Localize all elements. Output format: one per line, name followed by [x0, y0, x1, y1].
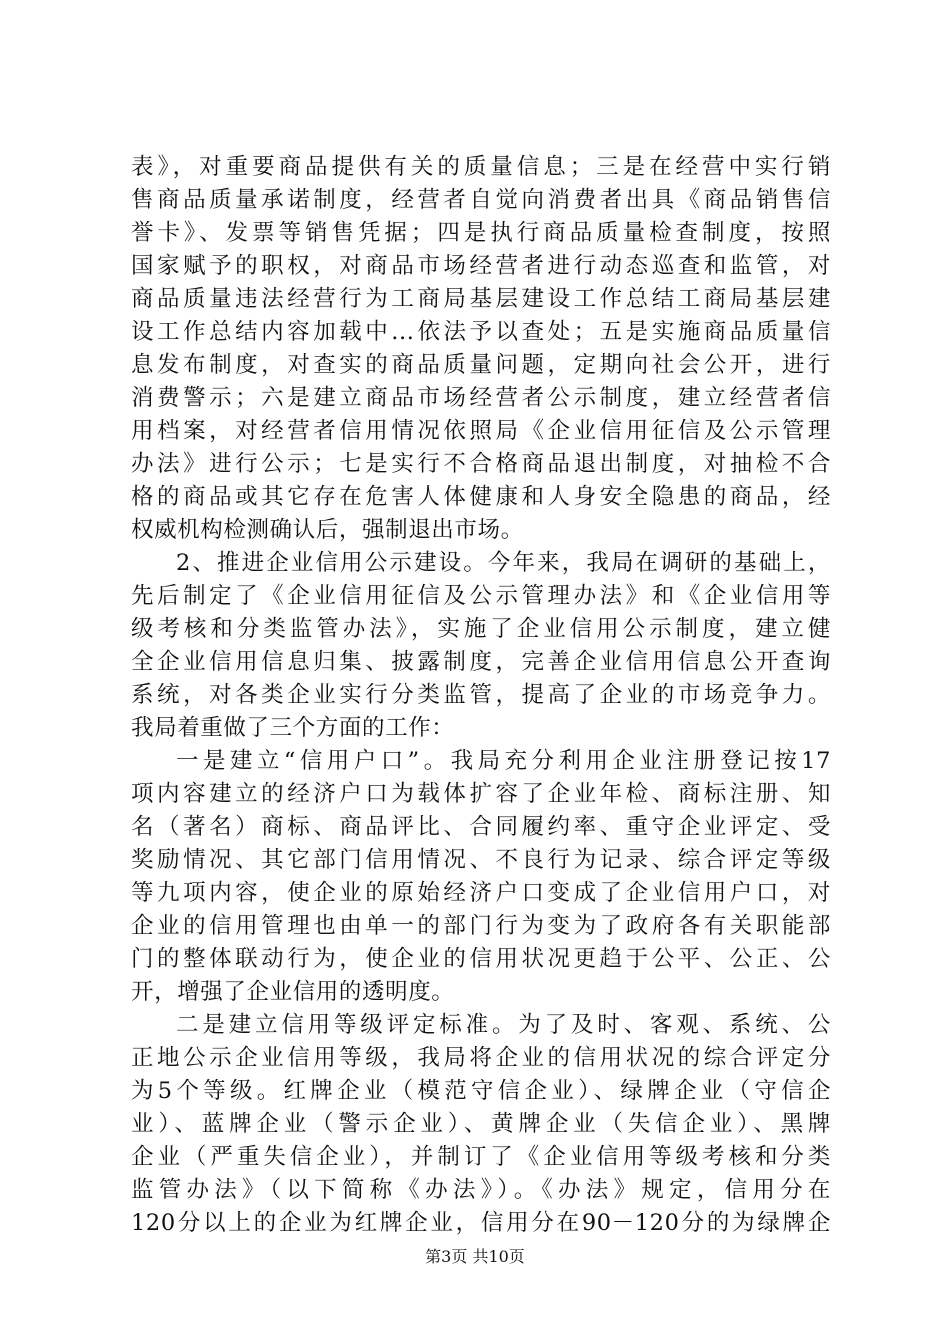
- text-line: 办法》进行公示；七是实行不合格商品退出制度，对抽检不合: [131, 451, 831, 477]
- text-line: 设工作总结内容加载中...依法予以查处；五是实施商品质量信: [131, 319, 831, 345]
- page-footer: [0, 1247, 950, 1267]
- text-line: 我局着重做了三个方面的工作：: [131, 715, 455, 741]
- text-line: 誉卡》、发票等销售凭据；四是执行商品质量检查制度，按照: [131, 220, 831, 246]
- text-line: 用档案，对经营者信用情况依照局《企业信用征信及公示管理: [131, 418, 831, 444]
- text-line: 门的整体联动行为，使企业的信用状况更趋于公平、公正、公: [131, 946, 831, 972]
- text-line: 权威机构检测确认后，强制退出市场。: [131, 517, 524, 543]
- text-line: 奖励情况、其它部门信用情况、不良行为记录、综合评定等级: [131, 847, 831, 873]
- text-line: 正地公示企业信用等级，我局将企业的信用状况的综合评定分: [131, 1045, 831, 1071]
- page-number-label: 第3页 共10页: [425, 1247, 525, 1266]
- text-line: 系统，对各类企业实行分类监管，提高了企业的市场竞争力。: [131, 682, 831, 708]
- text-line: 全企业信用信息归集、披露制度，完善企业信用信息公开查询: [131, 649, 831, 675]
- text-line: 企业的信用管理也由单一的部门行为变为了政府各有关职能部: [131, 913, 831, 939]
- text-line: 企业（严重失信企业），并制订了《企业信用等级考核和分类: [131, 1144, 831, 1170]
- text-line: 开，增强了企业信用的透明度。: [131, 979, 455, 1005]
- text-line: 级考核和分类监管办法》，实施了企业信用公示制度，建立健: [131, 616, 831, 642]
- text-line: 一是建立“信用户口”。我局充分利用企业注册登记按17: [176, 748, 831, 774]
- text-line: 消费警示；六是建立商品市场经营者公示制度，建立经营者信: [131, 385, 831, 411]
- text-line: 国家赋予的职权，对商品市场经营者进行动态巡查和监管，对: [131, 253, 831, 279]
- text-line: 息发布制度，对查实的商品质量问题，定期向社会公开，进行: [131, 352, 831, 378]
- text-line: 业）、蓝牌企业（警示企业）、黄牌企业（失信企业）、黑牌: [131, 1111, 831, 1137]
- document-body: [131, 151, 831, 1240]
- text-line: 2、推进企业信用公示建设。今年来，我局在调研的基础上，: [176, 550, 831, 576]
- text-line: 名（著名）商标、商品评比、合同履约率、重守企业评定、受: [131, 814, 831, 840]
- text-line: 等九项内容，使企业的原始经济户口变成了企业信用户口，对: [131, 880, 831, 906]
- text-line: 商品质量违法经营行为工商局基层建设工作总结工商局基层建: [131, 286, 831, 312]
- text-line: 先后制定了《企业信用征信及公示管理办法》和《企业信用等: [131, 583, 831, 609]
- text-line: 售商品质量承诺制度，经营者自觉向消费者出具《商品销售信: [131, 187, 831, 213]
- text-line: 为5个等级。红牌企业（模范守信企业）、绿牌企业（守信企: [131, 1078, 831, 1104]
- text-line: 项内容建立的经济户口为载体扩容了企业年检、商标注册、知: [131, 781, 831, 807]
- text-line: 120分以上的企业为红牌企业，信用分在90－120分的为绿牌企: [131, 1210, 831, 1236]
- text-line: 监管办法》（以下简称《办法》）。《办法》规定，信用分在: [131, 1177, 831, 1203]
- text-line: 表》，对重要商品提供有关的质量信息；三是在经营中实行销: [131, 154, 831, 180]
- text-line: 二是建立信用等级评定标准。为了及时、客观、系统、公: [176, 1012, 831, 1038]
- text-line: 格的商品或其它存在危害人体健康和人身安全隐患的商品，经: [131, 484, 831, 510]
